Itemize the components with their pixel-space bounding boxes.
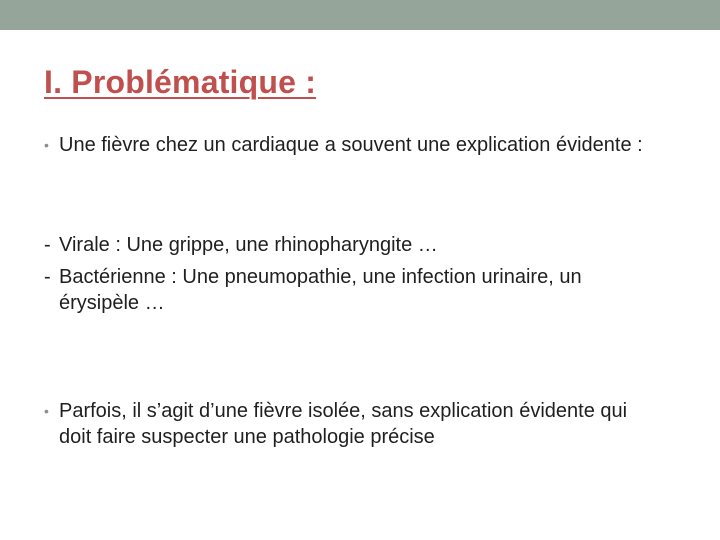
bullet-marker: • [44, 403, 49, 419]
sub-item-text: Virale : Une grippe, une rhinopharyngite … [59, 234, 438, 256]
bullet-item-1 [44, 132, 664, 158]
bullet-marker: • [44, 137, 49, 153]
bullet-text: Parfois, il s’agit d’une fièvre isolée, sans explication évidente qui doit faire suspecter une pathologie précise [59, 400, 628, 448]
sub-item-virale [44, 232, 664, 258]
sub-item-text: Bactérienne : Une pneumopathie, une infection urinaire, un érysipèle … [59, 266, 582, 314]
sub-item-bacterienne [44, 264, 664, 316]
bullet-text: Une fièvre chez un cardiaque a souvent une explication évidente : [59, 134, 643, 156]
dash-marker: - [44, 266, 51, 288]
bullet-item-2 [44, 398, 664, 450]
sub-list [44, 232, 664, 316]
slide-title: I. Problématique : [44, 64, 317, 100]
top-accent-bar [0, 0, 720, 30]
dash-marker: - [44, 234, 51, 256]
